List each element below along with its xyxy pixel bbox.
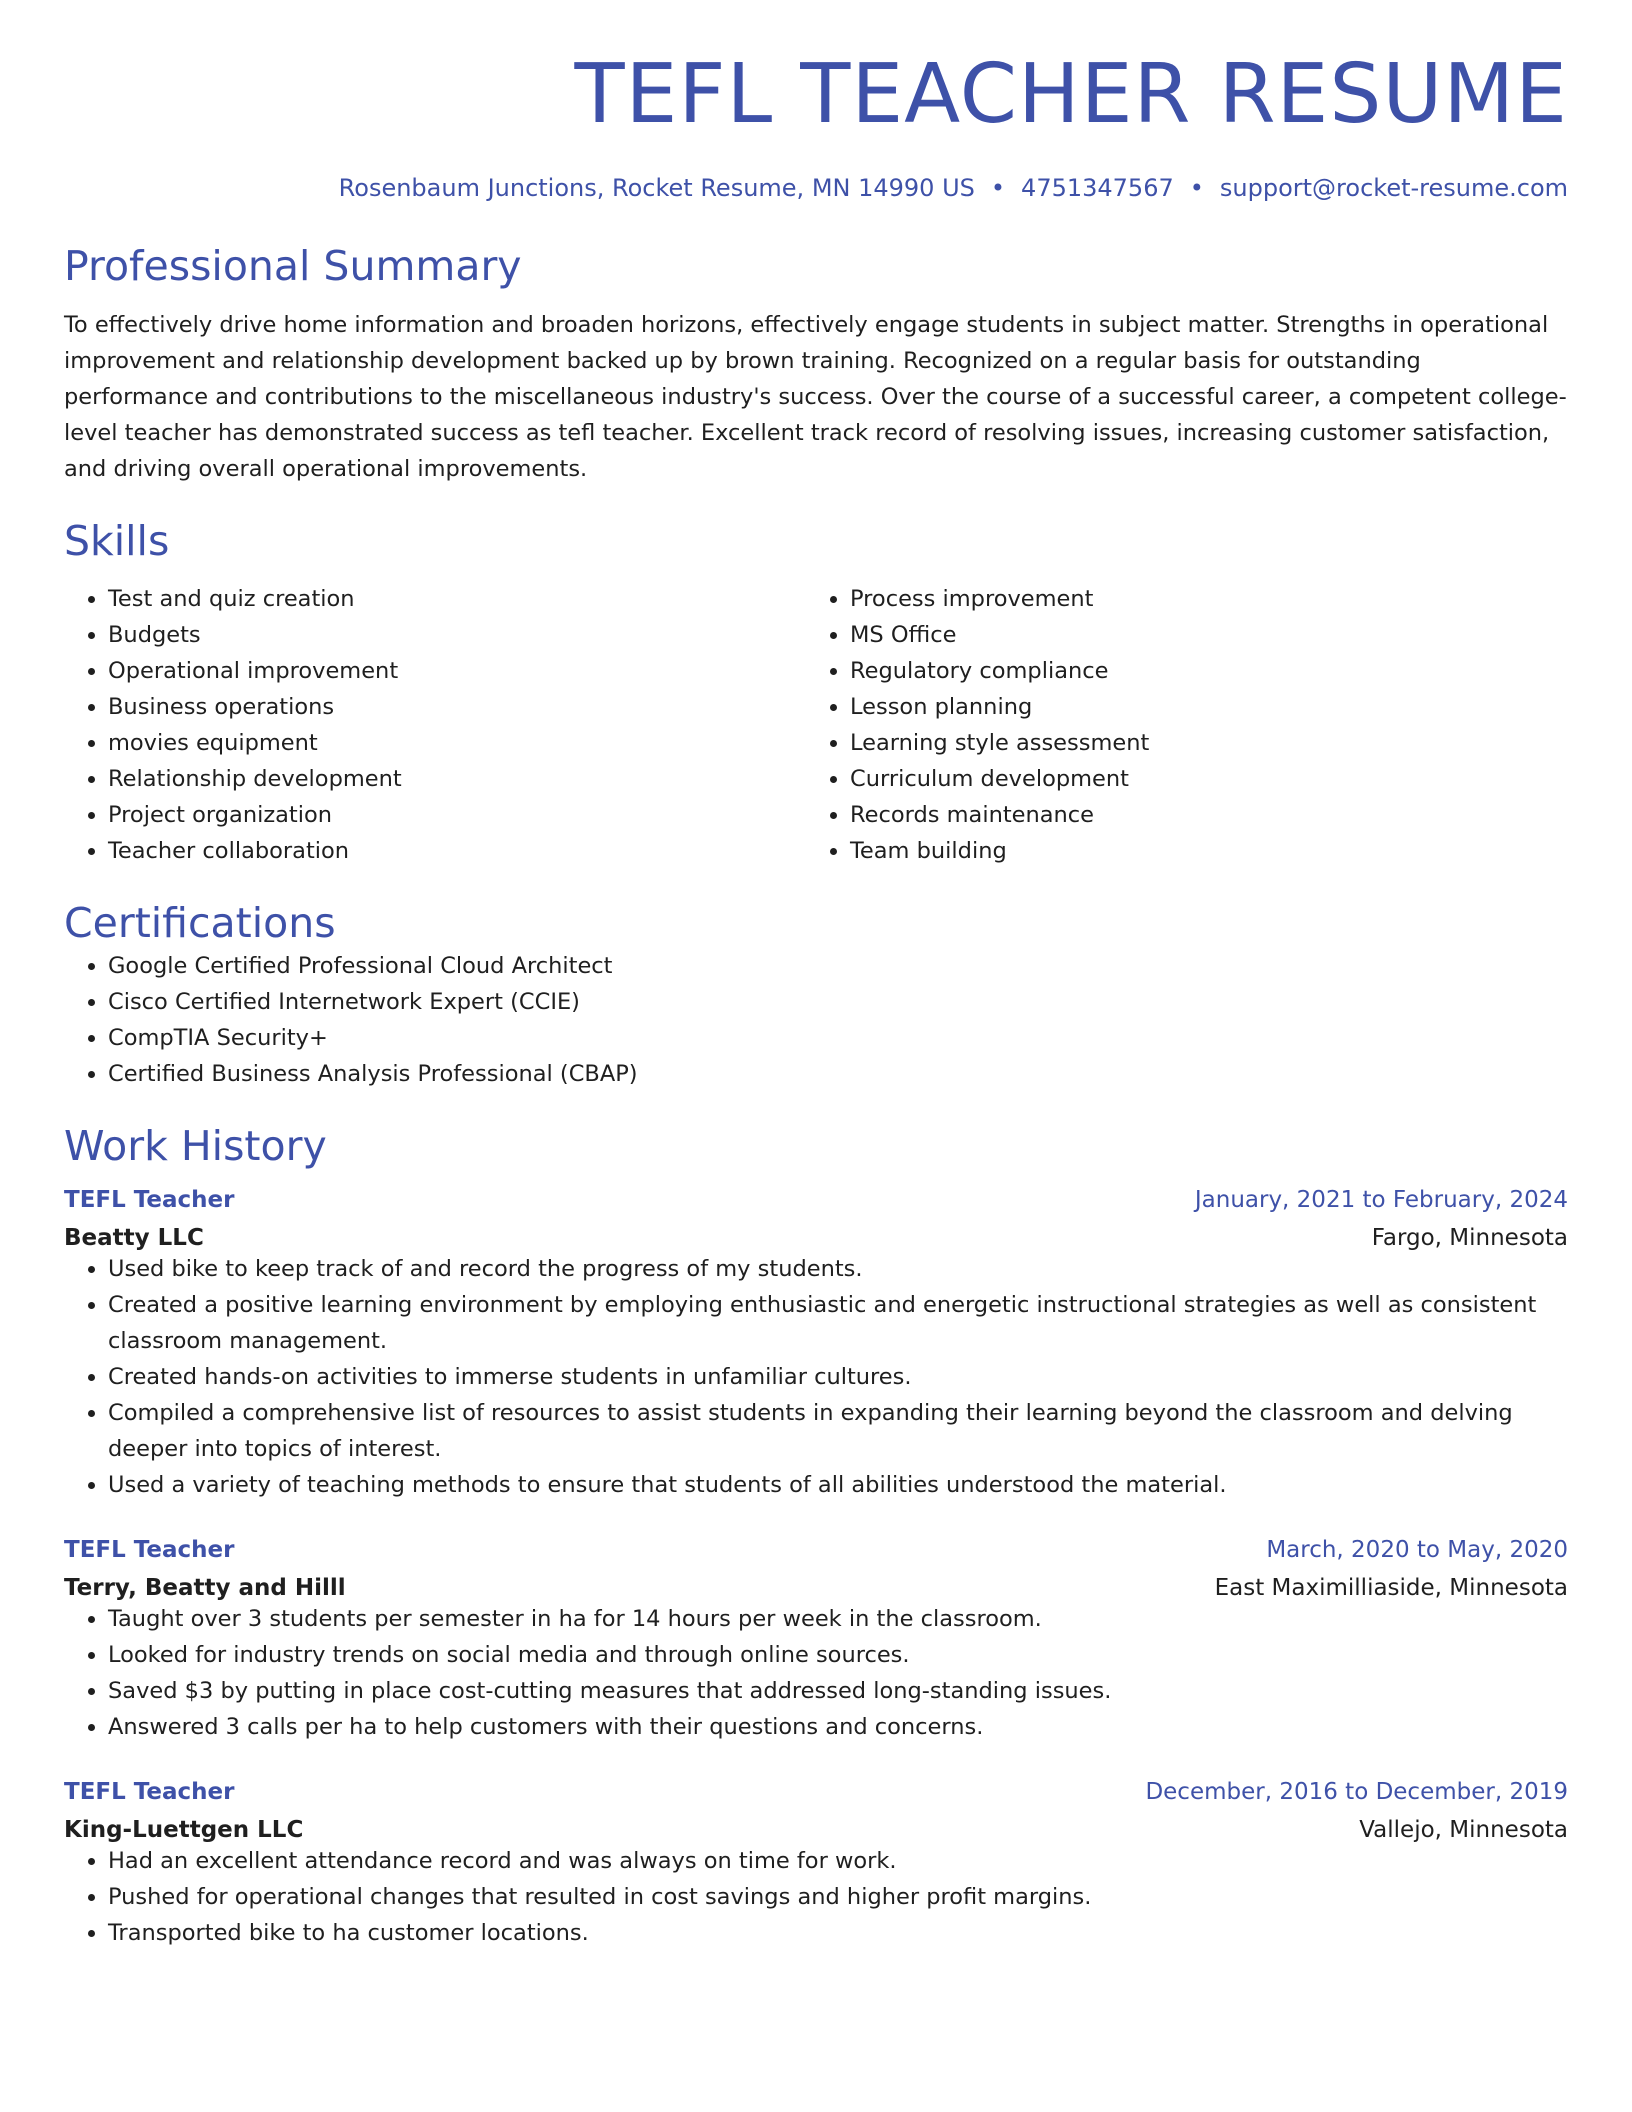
job-dates: December, 2016 to December, 2019 [1145,1778,1568,1805]
job-bullet: • Created a positive learning environment by employing enthusiastic and energetic instructional strategies as well as consistent classroom management. [108,1287,1568,1359]
job-role: TEFL Teacher [64,1536,235,1563]
contact-line [64,174,1568,202]
contact-separator: • [1189,174,1204,203]
job-location: East Maximilliaside, Minnesota [1214,1574,1568,1601]
job-bullet: • Looked for industry trends on social media and through online sources. [108,1637,1568,1673]
skills-list-right [806,581,1548,869]
skill-item: • MS Office [850,617,1548,653]
resume-title: TEFL TEACHER RESUME [574,47,1568,142]
certification-item: • Certified Business Analysis Professional (CBAP) [108,1056,1568,1092]
work-history-heading: Work History [64,1121,327,1170]
job-location: Fargo, Minnesota [1371,1224,1568,1251]
job-bullet-list [64,1251,1568,1503]
job-entry [64,1779,1568,1951]
job-bullet: • Transported bike to ha customer locations. [108,1915,1568,1951]
job-bullet: • Created hands-on activities to immerse students in unfamiliar cultures. [108,1359,1568,1395]
job-entry [64,1537,1568,1745]
skill-item: • Business operations [108,689,806,725]
skills-column-right [806,581,1548,869]
job-header [64,1779,1568,1805]
skill-item: • Records maintenance [850,797,1548,833]
job-header [64,1187,1568,1213]
job-bullet: • Saved $3 by putting in place cost-cutting measures that addressed long-standing issues. [108,1673,1568,1709]
skills-list-left [64,581,806,869]
job-company: Beatty LLC [64,1224,204,1251]
skill-item: • Team building [850,833,1548,869]
skill-item: • Budgets [108,617,806,653]
skills-heading: Skills [64,517,170,566]
skill-item: • Regulatory compliance [850,653,1548,689]
job-bullet: • Used a variety of teaching methods to ensure that students of all abilities understood the material. [108,1467,1568,1503]
job-location: Vallejo, Minnesota [1359,1816,1568,1843]
skill-item: • Lesson planning [850,689,1548,725]
certification-item: • Cisco Certified Internetwork Expert (CCIE) [108,984,1568,1020]
summary-heading: Professional Summary [64,242,522,291]
job-entry [64,1187,1568,1503]
skills-column-left [64,581,806,869]
job-dates: March, 2020 to May, 2020 [1266,1536,1568,1563]
certifications-heading: Certifications [64,898,336,947]
certifications-list [64,948,1568,1092]
skills-grid [64,581,1568,869]
job-subheader [64,1225,1568,1251]
job-bullet-list [64,1843,1568,1951]
contact-email[interactable]: support@rocket-resume.com [1219,174,1568,203]
summary-text: To effectively drive home information and broaden horizons, effectively engage students in subject matter. Strengths in operational improvement and relationship development backed up by brown training. Recognized on a regular basis for outstanding performance and contributions to the miscellaneous industry's success. Over the course of a successful career, a competent college-level teacher has demonstrated success as tefl teacher. Excellent track record of resolving issues, increasing customer satisfaction, and driving overall operational improvements. [64,312,1567,483]
certification-item: • CompTIA Security+ [108,1020,1568,1056]
job-role: TEFL Teacher [64,1186,235,1213]
job-bullet: • Taught over 3 students per semester in ha for 14 hours per week in the classroom. [108,1601,1568,1637]
skill-item: • Test and quiz creation [108,581,806,617]
skill-item: • Project organization [108,797,806,833]
skill-item: • Learning style assessment [850,725,1548,761]
skill-item: • Curriculum development [850,761,1548,797]
skill-item: • Process improvement [850,581,1548,617]
contact-phone: 4751347567 [1021,174,1174,203]
resume-page [64,47,1568,1951]
contact-address: Rosenbaum Junctions, Rocket Resume, MN 14990 US [338,174,975,203]
job-header [64,1537,1568,1563]
job-dates: January, 2021 to February, 2024 [1194,1186,1568,1213]
job-bullet: • Answered 3 calls per ha to help customers with their questions and concerns. [108,1709,1568,1745]
contact-separator: • [990,174,1006,203]
job-bullet: • Pushed for operational changes that resulted in cost savings and higher profit margins. [108,1879,1568,1915]
skill-item: • Relationship development [108,761,806,797]
skill-item: • Operational improvement [108,653,806,689]
job-subheader [64,1575,1568,1601]
job-bullet: • Compiled a comprehensive list of resources to assist students in expanding their learning beyond the classroom and delving deeper into topics of interest. [108,1395,1568,1467]
job-company: Terry, Beatty and Hilll [64,1574,346,1601]
job-company: King-Luettgen LLC [64,1816,304,1843]
job-bullet: • Used bike to keep track of and record the progress of my students. [108,1251,1568,1287]
job-bullet: • Had an excellent attendance record and was always on time for work. [108,1843,1568,1879]
certification-item: • Google Certified Professional Cloud Architect [108,948,1568,984]
skill-item: • Teacher collaboration [108,833,806,869]
job-role: TEFL Teacher [64,1778,235,1805]
job-bullet-list [64,1601,1568,1745]
skill-item: • movies equipment [108,725,806,761]
job-subheader [64,1817,1568,1843]
